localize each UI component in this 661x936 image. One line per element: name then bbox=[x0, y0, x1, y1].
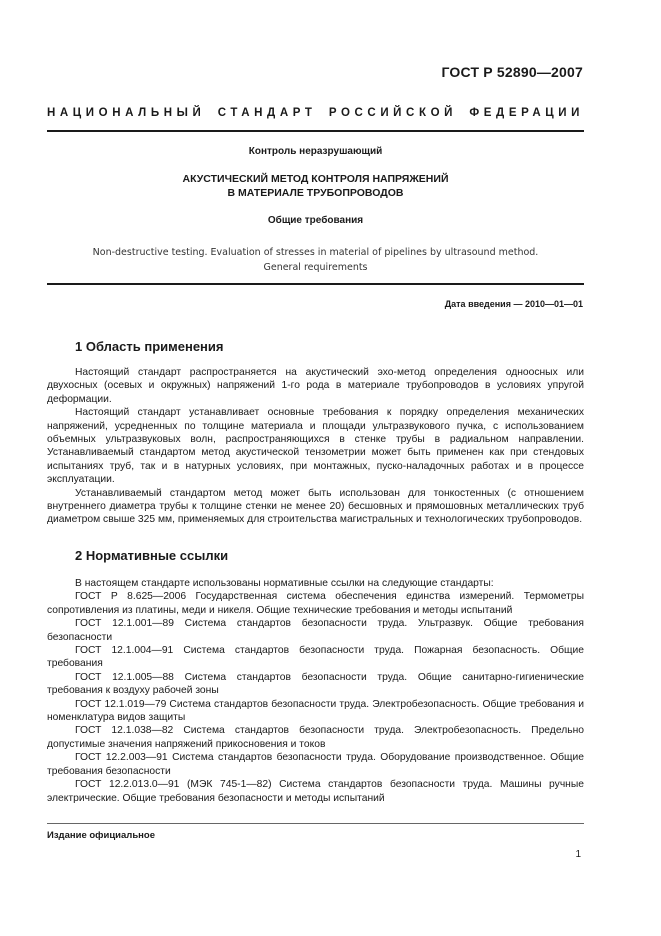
english-title-line-1: Non-destructive testing. Evaluation of stresses in material of pipelines by ultrasound method. bbox=[92, 247, 539, 258]
official-edition-note: Издание официальное bbox=[47, 830, 155, 841]
section-1-paragraph: Настоящий стандарт устанавливает основные требования к порядку определения механических напряжений, усредненных по толщине материала и площади ультразвукового пучка, с использованием объемных ультразвуковых волн, распространяющихся в стенке трубы в радиальном направлении. Устанавливаемый стандартом метод акустической тензометрии может быть применен как при стендовых испытаниях труб, так и в натурных условиях, при монтажных, пуско-наладочных работах и в процессе эксплуатации. bbox=[47, 407, 584, 486]
page-number: 1 bbox=[575, 849, 581, 860]
title-line-1: АКУСТИЧЕСКИЙ МЕТОД КОНТРОЛЯ НАПРЯЖЕНИЙ bbox=[182, 173, 449, 185]
document-id: ГОСТ Р 52890—2007 bbox=[441, 64, 583, 80]
banner-word-3: РОССИЙСКОЙ bbox=[328, 107, 457, 119]
national-standard-banner bbox=[47, 107, 584, 119]
english-title bbox=[47, 245, 584, 275]
section-2-body bbox=[47, 577, 584, 805]
normative-reference: ГОСТ 12.1.004—91 Система стандартов безопасности труда. Пожарная безопасность. Общие требования bbox=[47, 645, 584, 670]
normative-reference: ГОСТ 12.1.001—89 Система стандартов безопасности труда. Ультразвук. Общие требования безопасности bbox=[47, 618, 584, 643]
general-requirements-label: Общие требования bbox=[267, 215, 364, 226]
title-divider bbox=[47, 283, 584, 285]
normative-reference: ГОСТ 12.2.003—91 Система стандартов безопасности труда. Оборудование производственное. Общие требования безопасности bbox=[47, 752, 584, 777]
document-subtitle: Контроль неразрушающий bbox=[248, 146, 383, 157]
english-title-line-2: General requirements bbox=[263, 262, 368, 273]
document-title bbox=[47, 172, 584, 200]
banner-word-4: ФЕДЕРАЦИИ bbox=[469, 107, 584, 119]
banner-word-2: СТАНДАРТ bbox=[217, 107, 317, 119]
section-2-heading: 2 Нормативные ссылки bbox=[75, 548, 229, 563]
normative-reference: ГОСТ Р 8.625—2006 Государственная система обеспечения единства измерений. Термометры сопротивления из платины, меди и никеля. Общие технические требования и методы испытаний bbox=[47, 591, 584, 616]
header-divider bbox=[47, 130, 584, 132]
footer-divider bbox=[47, 823, 584, 824]
normative-reference: ГОСТ 12.1.005—88 Система стандартов безопасности труда. Общие санитарно-гигиенические требования к воздуху рабочей зоны bbox=[47, 671, 584, 697]
section-2-intro: В настоящем стандарте использованы нормативные ссылки на следующие стандарты: bbox=[75, 578, 494, 589]
normative-reference: ГОСТ 12.1.019—79 Система стандартов безопасности труда. Электробезопасность. Общие требования и номенклатура видов защиты bbox=[47, 698, 584, 724]
section-1-paragraph: Настоящий стандарт распространяется на акустический эхо-метод определения одноосных или двухосных (осевых и окружных) напряжений 1-го рода в материале трубопроводов в условиях упругой деформации. bbox=[47, 367, 584, 405]
section-1-body bbox=[47, 366, 584, 527]
title-line-2: В МАТЕРИАЛЕ ТРУБОПРОВОДОВ bbox=[227, 187, 404, 199]
introduction-date: Дата введения — 2010—01—01 bbox=[444, 299, 583, 309]
banner-word-1: НАЦИОНАЛЬНЫЙ bbox=[47, 107, 206, 119]
section-1-heading: 1 Область применения bbox=[75, 339, 224, 354]
section-1-paragraph: Устанавливаемый стандартом метод может быть использован для тонкостенных (с отношением внутреннего диаметра трубы к толщине стенки не менее 20) бесшовных и прямошовных металлических труб диаметром свыше 325 мм, применяемых для строительства магистральных и технологических трубопроводов. bbox=[47, 487, 584, 526]
normative-reference: ГОСТ 12.1.038—82 Система стандартов безопасности труда. Электробезопасность. Предельно допустимые значения напряжений прикосновения и токов bbox=[47, 725, 584, 750]
normative-reference: ГОСТ 12.2.013.0—91 (МЭК 745-1—82) Система стандартов безопасности труда. Машины ручные электрические. Общие требования безопасности и методы испытаний bbox=[47, 779, 584, 804]
